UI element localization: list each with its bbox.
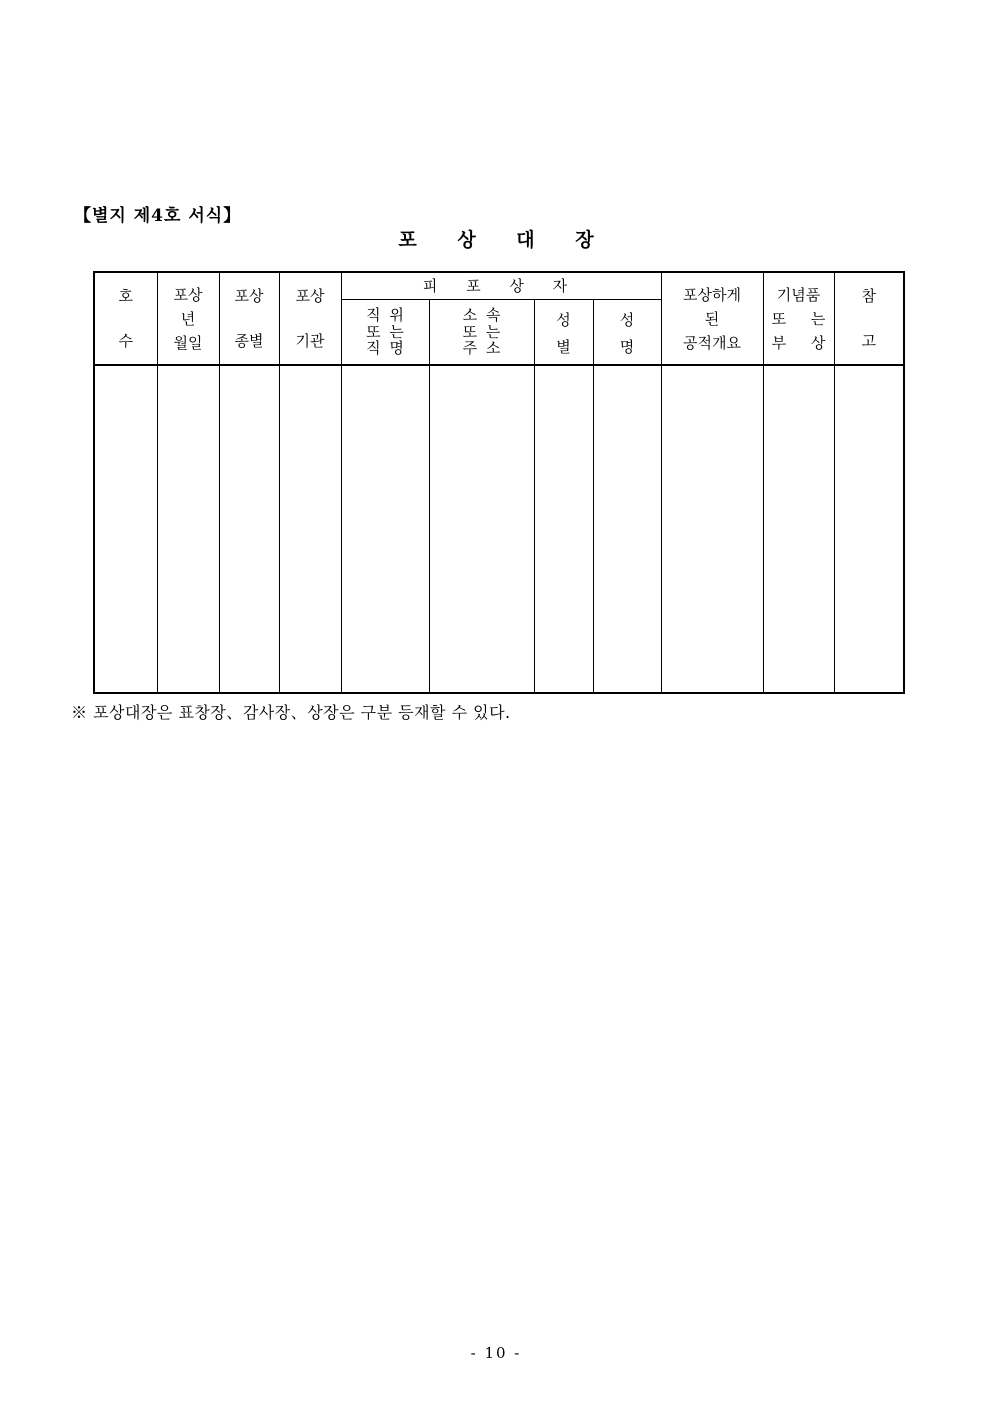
col-header-gender-line: 별 [556,337,571,356]
col-header-position-line: 직 명 [366,339,404,357]
col-header-merit-line: 포상하게 [683,285,741,304]
col-header-awardee-group [341,272,661,299]
table-cell-empty [661,365,763,693]
col-header-souvenir-line: 부 상 [771,333,826,352]
table-cell-empty [429,365,534,693]
header-row-top [94,272,904,299]
col-header-merit-line: 공적개요 [683,333,741,352]
table-cell-empty [94,365,157,693]
table-cell-empty [279,365,341,693]
table-row [94,365,904,693]
col-header-award-agency-line: 포상 [295,286,325,305]
page-number: - 10 - [470,1344,522,1362]
col-header-position-line: 직 위 [366,306,404,324]
table-cell-empty [763,365,834,693]
col-header-number [94,272,157,365]
col-header-souvenir-line: 기념품 [776,285,821,304]
col-header-award-type-line: 종별 [234,331,264,350]
col-header-affiliation [429,299,534,365]
col-header-award-date-line: 년 [180,309,196,328]
col-header-award-agency [279,272,341,365]
col-header-affiliation-line: 주 소 [462,339,501,357]
col-header-name [593,299,661,365]
form-label: 【별지 제4호 서식】 [74,206,242,226]
col-header-name-line: 성 [619,310,635,329]
col-header-remarks-line: 고 [861,331,877,350]
col-header-gender [534,299,593,365]
col-header-merit-line: 된 [704,309,720,328]
table-cell-empty [157,365,219,693]
award-register-table [93,271,905,694]
table-cell-empty [341,365,429,693]
col-header-remarks-line: 참 [861,286,877,305]
awardee-group-label: 피 포 상 자 [422,277,580,296]
col-header-award-date [157,272,219,365]
col-header-souvenir [763,272,834,365]
col-header-award-date-line: 포상 [173,285,203,304]
table-header [94,272,904,365]
table-body [94,365,904,693]
col-header-award-type [219,272,279,365]
col-header-award-type-line: 포상 [234,286,264,305]
col-header-number-line: 호 [118,286,133,305]
col-header-position-line: 또 는 [366,322,404,341]
table-cell-empty [593,365,661,693]
col-header-remarks [834,272,904,365]
page-title: 포 상 대 장 [398,229,611,251]
col-header-affiliation-line: 소 속 [462,306,501,324]
col-header-souvenir-line: 또 는 [771,309,826,328]
table-cell-empty [834,365,904,693]
table-cell-empty [534,365,593,693]
footnote: ※ 포상대장은 표창장、감사장、상장은 구분 등재할 수 있다. [71,703,511,722]
col-header-name-line: 명 [619,337,635,356]
col-header-award-agency-line: 기관 [295,331,325,350]
col-header-number-line: 수 [118,331,133,350]
col-header-award-date-line: 월일 [173,333,203,352]
col-header-affiliation-line: 또 는 [462,322,501,341]
col-header-gender-line: 성 [556,310,571,329]
table-cell-empty [219,365,279,693]
col-header-position [341,299,429,365]
col-header-merit [661,272,763,365]
